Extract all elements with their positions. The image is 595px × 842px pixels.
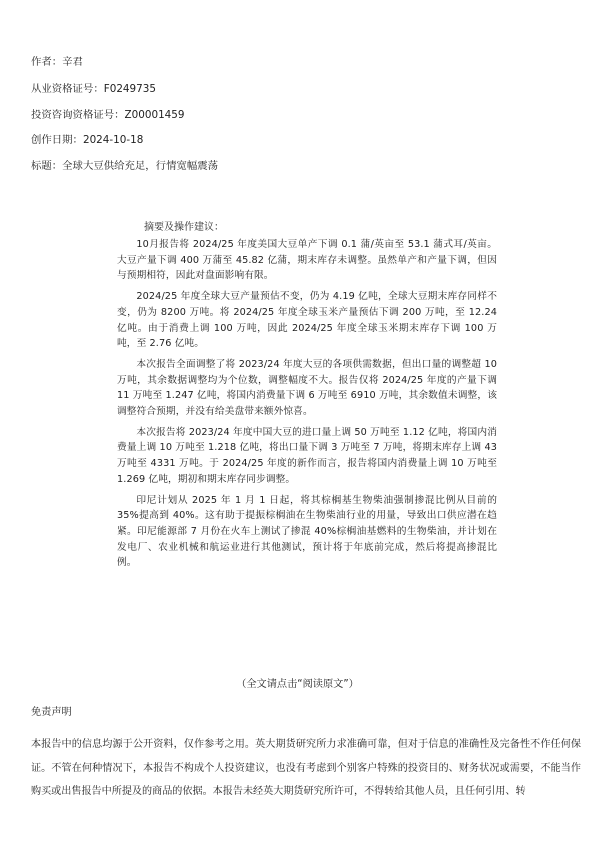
report-title: 标题：全球大豆供给充足，行情宽幅震荡 [31,160,219,172]
author-line: 作者：辛君 [31,56,83,68]
summary-block [117,220,497,576]
summary-paragraph: 本次报告全面调整了将 2023/24 年度大豆的各项供需数据，但出口量的调整超 10 万吨，其余数据调整均为个位数，调整幅度不大。报告仅将 2024/25 年度的产量下调 11 万吨至 1.247 亿吨，将国内消费量下调 6 万吨至 6910 万吨，其余数值未调整，该调整符合预期，并没有给美盘带来额外惊喜。 [117,358,497,418]
read-full-text-link[interactable]: （全文请点击“阅读原文”） [236,679,359,690]
summary-paragraph: 印尼计划从 2025 年 1 月 1 日起，将其棕榈基生物柴油强制掺混比例从目前的 35%提高到 40%。这有助于提振棕榈油在生物柴油行业的用量，导致出口供应潜在趋紧。印尼能源部 7 月份在火车上测试了掺混 40%棕榈油基燃料的生物柴油，并计划在发电厂、农业机械和航运业进行其他测试，预计将于年底前完成，然后将提高掺混比例。 [117,494,497,569]
disclaimer-heading: 免责声明 [31,707,72,718]
disclaimer-text: 本报告中的信息均源于公开资料，仅作参考之用。英大期货研究所力求准确可靠，但对于信息的准确性及完备性不作任何保证。不管在何种情况下，本报告不构成个人投资建议，也没有考虑到个别客户特殊的投资目的、财务状况或需要，不能当作购买或出售报告中所提及的商品的依据。本报告未经英大期货研究所许可，不得转给其他人员，且任何引用、转 [31,739,581,797]
summary-paragraph: 10月报告将 2024/25 年度美国大豆单产下调 0.1 蒲/英亩至 53.1 蒲式耳/英亩。大豆产量下调 400 万蒲至 45.82 亿蒲，期末库存未调整。虽然单产和产量下调，但因与预期相符，因此对盘面影响有限。 [117,239,497,282]
summary-paragraph: 2024/25 年度全球大豆产量预估不变，仍为 4.19 亿吨，全球大豆期末库存同样不变，仍为 8200 万吨。将 2024/25 年度全球玉米产量预估下调 200 万吨，至 12.24 亿吨。由于消费上调 100 万吨，因此 2024/25 年度全球玉米期末库存下调 100 万吨，至 2.76 亿吨。 [117,291,497,350]
created-date: 创作日期：2024-10-18 [31,134,144,146]
summary-heading: 摘要及操作建议： [144,222,224,233]
summary-paragraph: 本次报告将 2023/24 年度中国大豆的进口量上调 50 万吨至 1.12 亿吨，将国内消费量上调 10 万吨至 1.218 亿吨，将出口量下调 3 万吨至 7 万吨，将期末库存上调 43 万吨至 4331 万吨。于 2024/25 年度的新作而言，报告将国内消费量上调 10 万吨至 1.269 亿吨，期初和期末库存同步调整。 [117,426,497,485]
consult-qualification-number: 投资咨询资格证号：Z00001459 [31,109,185,121]
qualification-number: 从业资格证号：F0249735 [31,83,156,95]
